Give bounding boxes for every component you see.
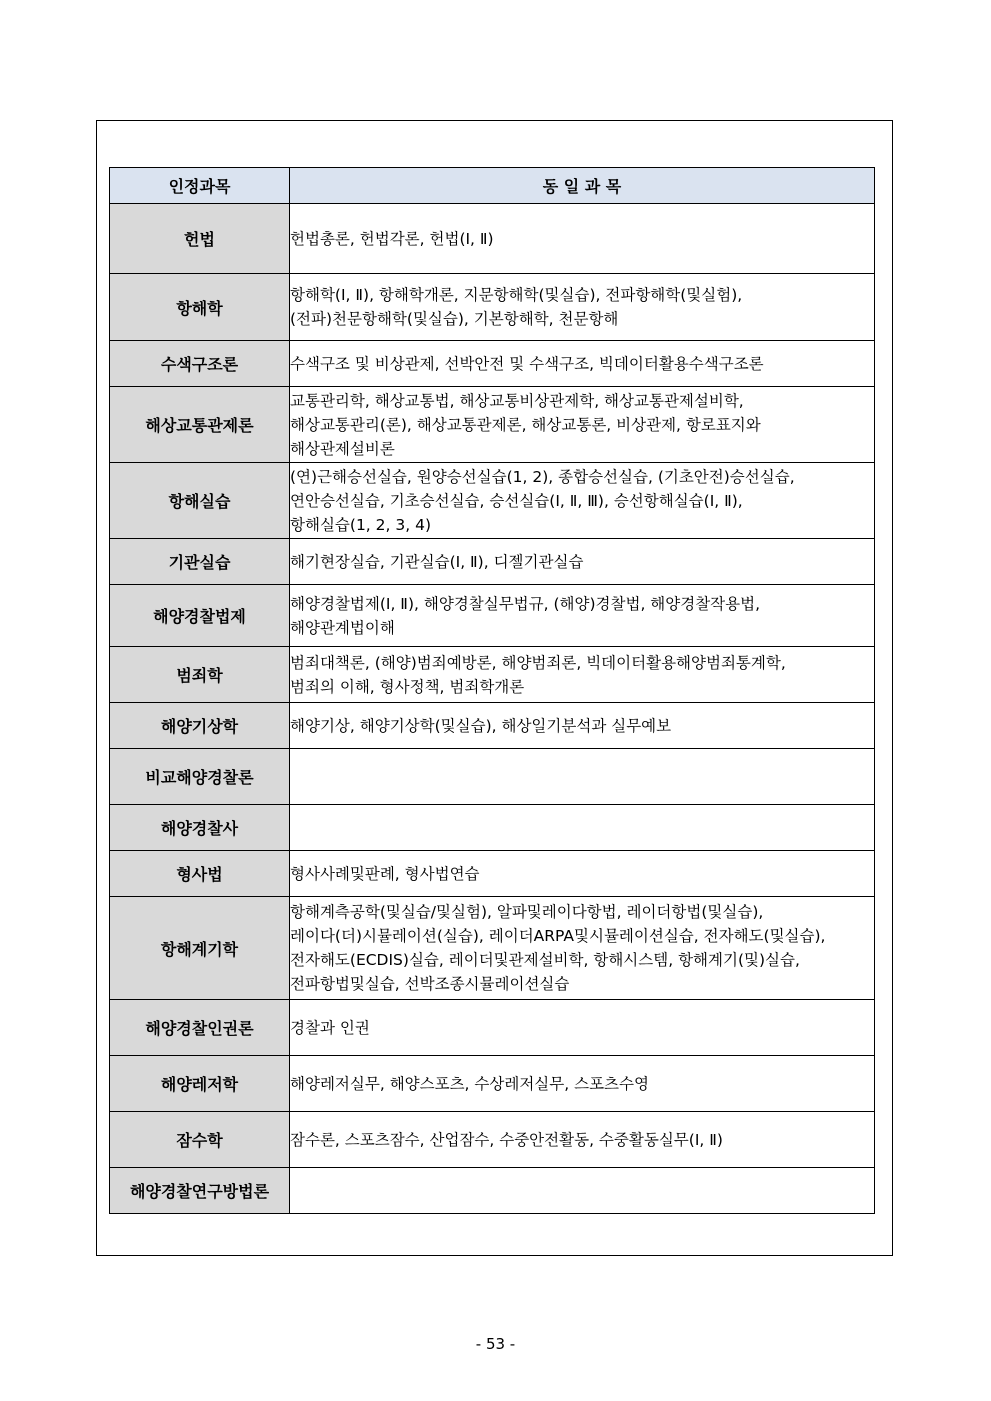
recognized-subject-cell: 해양레저학 <box>110 1056 290 1112</box>
equivalent-subjects-line: 범죄의 이해, 형사정책, 범죄학개론 <box>290 677 525 696</box>
equivalent-subjects-cell <box>290 647 875 703</box>
recognized-subject-cell: 해상교통관제론 <box>110 387 290 463</box>
header-equivalent-subjects: 동 일 과 목 <box>290 168 875 204</box>
equivalent-subjects-line: 해양레저실무, 해양스포츠, 수상레저실무, 스포츠수영 <box>290 1074 649 1093</box>
table-row <box>110 805 875 851</box>
equivalent-subjects-cell <box>290 274 875 341</box>
equivalent-subjects-cell <box>290 805 875 851</box>
recognized-subject-cell: 해양기상학 <box>110 703 290 749</box>
equivalent-subjects-line: 범죄대책론, (해양)범죄예방론, 해양범죄론, 빅데이터활용해양범죄통계학, <box>290 653 786 672</box>
recognized-subject-cell: 형사법 <box>110 851 290 897</box>
table-row <box>110 897 875 1000</box>
equivalent-subjects-line: 해양관계법이해 <box>290 618 395 637</box>
equivalent-subjects-cell <box>290 1000 875 1056</box>
table-row <box>110 1056 875 1112</box>
equivalent-subjects-line: 경찰과 인권 <box>290 1018 370 1037</box>
table-row <box>110 1000 875 1056</box>
equivalent-subjects-cell <box>290 341 875 387</box>
table-row <box>110 585 875 647</box>
recognized-subject-cell: 수색구조론 <box>110 341 290 387</box>
equivalent-subjects-line: (연)근해승선실습, 원양승선실습(1, 2), 종합승선실습, (기초안전)승선실습, <box>290 467 795 486</box>
recognized-subject-cell: 해양경찰사 <box>110 805 290 851</box>
recognized-subject-cell: 해양경찰연구방법론 <box>110 1168 290 1214</box>
recognized-subject-cell: 기관실습 <box>110 539 290 585</box>
table-body <box>110 204 875 1214</box>
table-row <box>110 539 875 585</box>
equivalent-subjects-cell <box>290 1112 875 1168</box>
table-row <box>110 1112 875 1168</box>
equivalent-subjects-line: 수색구조 및 비상관제, 선박안전 및 수색구조, 빅데이터활용수색구조론 <box>290 354 764 373</box>
equivalent-subjects-cell <box>290 749 875 805</box>
table-row <box>110 851 875 897</box>
equivalent-subjects-table <box>109 167 875 1214</box>
equivalent-subjects-cell <box>290 204 875 274</box>
table-row <box>110 204 875 274</box>
table-row <box>110 647 875 703</box>
equivalent-subjects-cell <box>290 1056 875 1112</box>
recognized-subject-cell: 항해실습 <box>110 463 290 539</box>
equivalent-subjects-line: 해양기상, 해양기상학(및실습), 해상일기분석과 실무예보 <box>290 716 672 735</box>
recognized-subject-cell: 항해계기학 <box>110 897 290 1000</box>
recognized-subject-cell: 해양경찰인권론 <box>110 1000 290 1056</box>
recognized-subject-cell: 해양경찰법제 <box>110 585 290 647</box>
equivalent-subjects-line: 전파항법및실습, 선박조종시뮬레이션실습 <box>290 975 570 993</box>
table-row <box>110 341 875 387</box>
recognized-subject-cell: 잠수학 <box>110 1112 290 1168</box>
equivalent-subjects-line: 연안승선실습, 기초승선실습, 승선실습(Ⅰ, Ⅱ, Ⅲ), 승선항해실습(Ⅰ, Ⅱ), <box>290 491 743 510</box>
equivalent-subjects-line: 항해실습(1, 2, 3, 4) <box>290 515 431 534</box>
table-row <box>110 387 875 463</box>
equivalent-subjects-cell <box>290 463 875 539</box>
header-recognized-subject: 인정과목 <box>110 168 290 204</box>
equivalent-subjects-line: 레이다(더)시뮬레이션(실습), 레이더ARPA및시뮬레이션실습, 전자해도(및실습), <box>290 927 826 945</box>
equivalent-subjects-line: 전자해도(ECDIS)실습, 레이더및관제설비학, 항해시스템, 항해계기(및)실습, <box>290 951 800 969</box>
equivalent-subjects-line: 항해학(Ⅰ, Ⅱ), 항해학개론, 지문항해학(및실습), 전파항해학(및실험), <box>290 286 743 304</box>
recognized-subject-cell: 비교해양경찰론 <box>110 749 290 805</box>
equivalent-subjects-cell <box>290 387 875 463</box>
table-row <box>110 463 875 539</box>
equivalent-subjects-cell <box>290 585 875 647</box>
table-row <box>110 749 875 805</box>
equivalent-subjects-cell <box>290 539 875 585</box>
table-header-row <box>110 168 875 204</box>
table-row <box>110 1168 875 1214</box>
equivalent-subjects-line: 헌법총론, 헌법각론, 헌법(Ⅰ, Ⅱ) <box>290 229 494 248</box>
table-row <box>110 274 875 341</box>
recognized-subject-cell: 헌법 <box>110 204 290 274</box>
table-row <box>110 703 875 749</box>
equivalent-subjects-line: 항해계측공학(및실습/및실험), 알파및레이다항법, 레이더항법(및실습), <box>290 903 764 921</box>
equivalent-subjects-line: 잠수론, 스포츠잠수, 산업잠수, 수중안전활동, 수중활동실무(Ⅰ, Ⅱ) <box>290 1130 723 1149</box>
recognized-subject-cell: 범죄학 <box>110 647 290 703</box>
recognized-subject-cell: 항해학 <box>110 274 290 341</box>
equivalent-subjects-line: 해상관제설비론 <box>290 439 395 458</box>
equivalent-subjects-line: 해상교통관리(론), 해상교통관제론, 해상교통론, 비상관제, 항로표지와 <box>290 415 761 434</box>
equivalent-subjects-cell <box>290 703 875 749</box>
equivalent-subjects-line: 형사사례및판례, 형사법연습 <box>290 864 480 883</box>
equivalent-subjects-line: 교통관리학, 해상교통법, 해상교통비상관제학, 해상교통관제설비학, <box>290 391 744 410</box>
page-number: - 53 - <box>475 1335 516 1353</box>
equivalent-subjects-cell <box>290 897 875 1000</box>
equivalent-subjects-cell <box>290 1168 875 1214</box>
equivalent-subjects-line: 해양경찰법제(Ⅰ, Ⅱ), 해양경찰실무법규, (해양)경찰법, 해양경찰작용법, <box>290 594 761 613</box>
equivalent-subjects-line: 해기현장실습, 기관실습(Ⅰ, Ⅱ), 디젤기관실습 <box>290 552 584 571</box>
equivalent-subjects-line: (전파)천문항해학(및실습), 기본항해학, 천문항해 <box>290 310 619 328</box>
equivalent-subjects-cell <box>290 851 875 897</box>
